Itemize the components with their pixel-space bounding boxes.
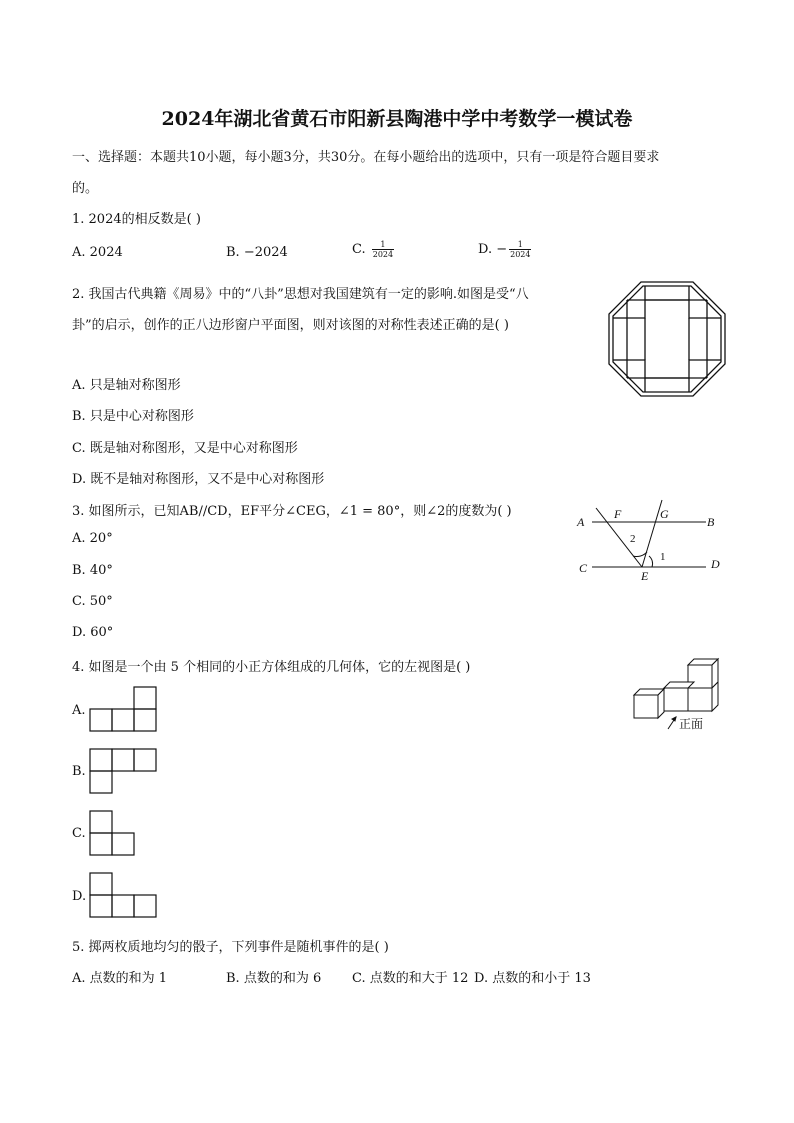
q1-option-c — [352, 240, 394, 259]
q1-option-d — [478, 240, 531, 259]
q1-option-d-prefix: D. − — [478, 242, 508, 257]
q1-d-denominator: 2024 — [510, 250, 531, 259]
label-a: A — [577, 515, 585, 529]
q4-option-c-figure — [89, 810, 137, 856]
section-header-line2: 的。 — [72, 181, 99, 196]
q4-option-a-label: A. — [72, 703, 86, 718]
q2-option-c: C. 既是轴对称图形，又是中心对称图形 — [72, 441, 298, 456]
label-g: G — [660, 507, 669, 521]
q2-stem-line1: 2. 我国古代典籍《周易》中的“八卦”思想对我国建筑有一定的影响.如图是受“八 — [72, 287, 529, 302]
label-e: E — [641, 569, 649, 583]
q1-option-c-prefix: C. — [352, 242, 370, 257]
octagon-window-figure — [607, 280, 727, 398]
q4-option-c-label: C. — [72, 826, 86, 841]
front-label: 正面 — [679, 717, 704, 731]
q4-stem: 4. 如图是一个由 5 个相同的小正方体组成的几何体，它的左视图是( ) — [72, 660, 471, 675]
label-angle-2: 2 — [630, 533, 636, 545]
cubes-solid-figure — [632, 655, 722, 735]
q1-c-numerator: 1 — [372, 240, 394, 250]
q2-option-d: D. 既不是轴对称图形，又不是中心对称图形 — [72, 472, 325, 487]
parallel-lines-figure — [574, 500, 734, 590]
label-f: F — [614, 507, 622, 521]
q3-option-b: B. 40° — [72, 563, 113, 578]
q5-option-a: A. 点数的和为 1 — [72, 971, 168, 986]
label-c: C — [579, 561, 588, 575]
q4-option-b-figure — [89, 748, 159, 794]
q3-stem: 3. 如图所示，已知AB//CD，EF平分∠CEG，∠1 = 80°，则∠2的度数为( ) — [72, 504, 512, 519]
q4-option-a-figure — [89, 686, 159, 732]
ray-eg — [642, 500, 662, 567]
q1-stem: 1. 2024的相反数是( ) — [72, 212, 201, 227]
label-b: B — [707, 515, 715, 529]
q3-option-d: D. 60° — [72, 625, 114, 640]
q5-stem: 5. 掷两枚质地均匀的骰子，下列事件是随机事件的是( ) — [72, 940, 389, 955]
label-d: D — [711, 557, 720, 571]
q2-option-a: A. 只是轴对称图形 — [72, 378, 181, 393]
q1-option-d-fraction — [509, 240, 531, 259]
q2-stem-line2: 卦”的启示，创作的正八边形窗户平面图，则对该图的对称性表述正确的是( ) — [72, 318, 509, 333]
q3-option-c: C. 50° — [72, 594, 113, 609]
q4-option-b-label: B. — [72, 764, 86, 779]
q5-option-b: B. 点数的和为 6 — [226, 971, 322, 986]
q4-option-d-label: D. — [72, 889, 87, 904]
q5-option-d: D. 点数的和小于 13 — [474, 971, 591, 986]
q1-option-b: B. −2024 — [226, 245, 288, 260]
q2-option-b: B. 只是中心对称图形 — [72, 409, 194, 424]
q3-option-a: A. 20° — [72, 531, 113, 546]
q1-d-numerator: 1 — [509, 240, 531, 250]
q1-c-denominator: 2024 — [372, 250, 394, 259]
q1-option-a: A. 2024 — [72, 245, 123, 260]
q5-option-c: C. 点数的和大于 12 — [352, 971, 469, 986]
section-header-line1: 一、选择题：本题共10小题，每小题3分，共30分。在每小题给出的选项中，只有一项是符合题目要求 — [72, 150, 660, 165]
label-angle-1: 1 — [660, 551, 666, 563]
exam-title: 2024年湖北省黄石市阳新县陶港中学中考数学一模试卷 — [161, 108, 633, 130]
q4-option-d-figure — [89, 872, 159, 918]
angle-1-arc — [649, 556, 653, 567]
q1-option-c-fraction — [372, 240, 394, 259]
